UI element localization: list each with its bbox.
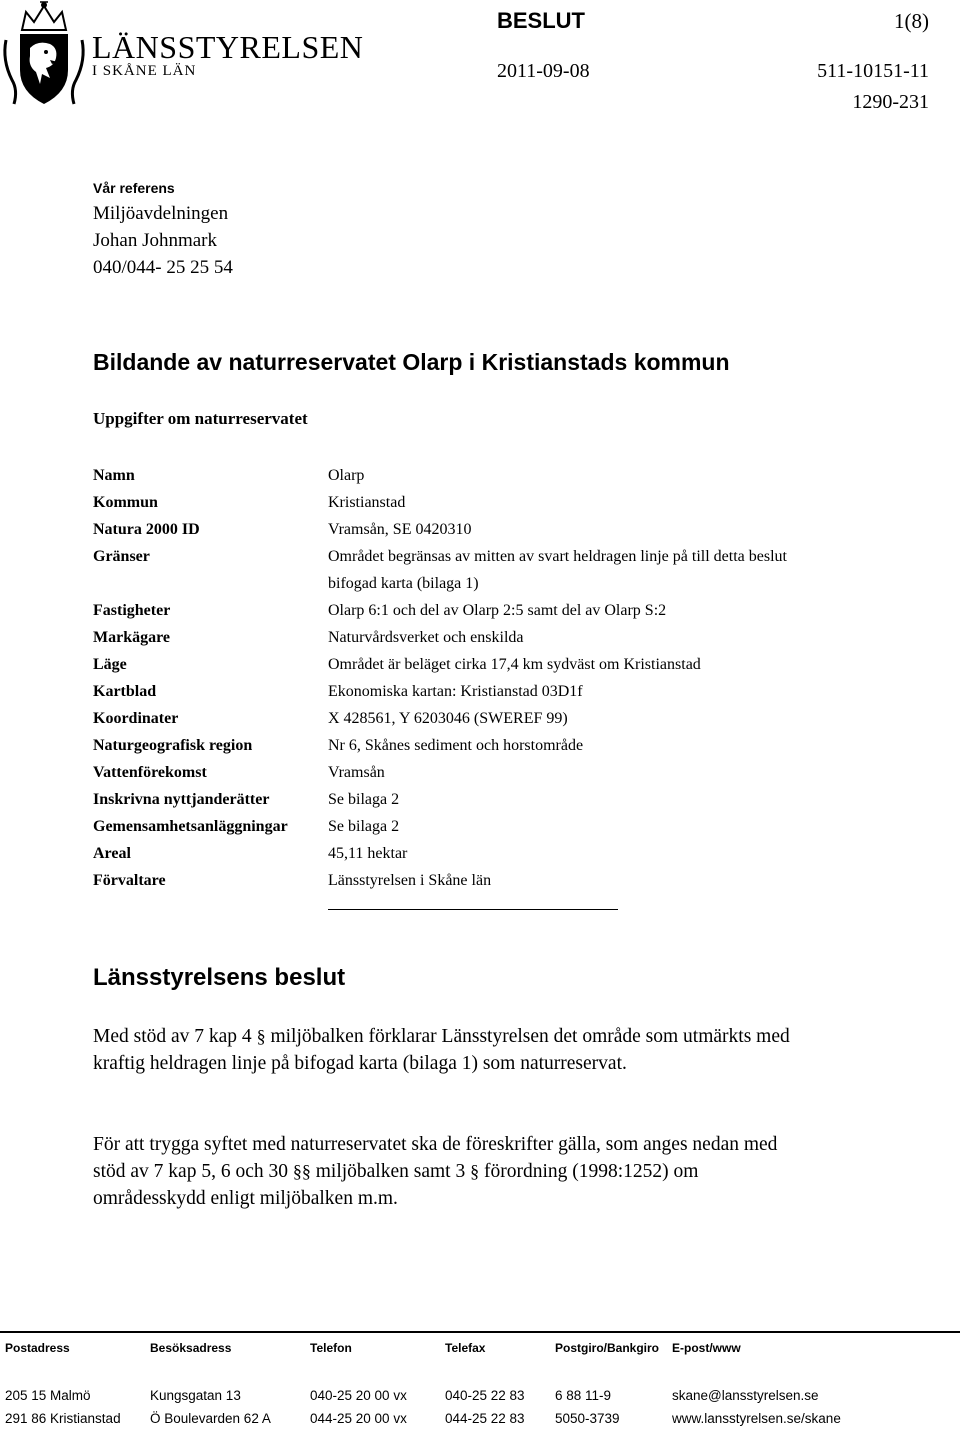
paragraph-text: Med stöd av 7 kap 4 — [93, 1026, 257, 1047]
footer-row-malmo — [5, 1388, 955, 1411]
fact-value: Nr 6, Skånes sediment och horstområde — [328, 737, 584, 754]
facts-heading: Uppgifter om naturreservatet — [93, 409, 308, 428]
footer-contact-table — [5, 1341, 955, 1434]
fact-row — [93, 759, 923, 786]
fact-label: Läge — [93, 656, 127, 673]
fact-value: Ekonomiska kartan: Kristianstad 03D1f — [328, 683, 583, 700]
fact-row — [93, 489, 923, 516]
fact-row — [93, 651, 923, 678]
reference-phone: 040/044- 25 25 54 — [93, 257, 233, 278]
footer-header: Postadress — [5, 1341, 70, 1355]
fact-row-continuation — [93, 570, 923, 597]
fact-value: Olarp — [328, 467, 365, 484]
fact-row — [93, 867, 923, 894]
reference-department: Miljöavdelningen — [93, 203, 229, 224]
section-sign: §§ — [292, 1161, 311, 1181]
registration-number-secondary: 1290-231 — [852, 91, 929, 113]
reserve-facts-table — [93, 462, 923, 894]
fact-label: Kartblad — [93, 683, 157, 700]
footer-row-kristianstad — [5, 1411, 955, 1434]
fact-value: Vramsån, SE 0420310 — [328, 521, 472, 538]
footer-cell: Ö Boulevarden 62 A — [150, 1411, 271, 1426]
footer-website-link[interactable]: www.lansstyrelsen.se/skane — [672, 1411, 841, 1426]
fact-value: 45,11 hektar — [328, 845, 408, 862]
fact-label: Koordinater — [93, 710, 179, 727]
decision-heading: Länsstyrelsens beslut — [93, 964, 346, 991]
fact-value: X 428561, Y 6203046 (SWEREF 99) — [328, 710, 568, 727]
fact-value: Länsstyrelsen i Skåne län — [328, 872, 492, 889]
fact-label: Areal — [93, 845, 131, 862]
fact-value: Se bilaga 2 — [328, 791, 400, 808]
document-type: BESLUT — [497, 8, 585, 33]
fact-label: Naturgeografisk region — [93, 737, 253, 754]
footer-header: Postgiro/Bankgiro — [555, 1341, 660, 1355]
fact-row — [93, 597, 923, 624]
paragraph-text: förordning (1998:1252) om områdesskydd enligt miljöbalken m.m. — [93, 1161, 699, 1209]
fact-row — [93, 705, 923, 732]
paragraph-text: miljöbalken samt 3 — [310, 1161, 471, 1182]
fact-value: Olarp 6:1 och del av Olarp 2:5 samt del av Olarp S:2 — [328, 602, 667, 619]
footer-cell: 040-25 22 83 — [445, 1388, 525, 1403]
fact-label: Förvaltare — [93, 872, 166, 889]
page-number: 1(8) — [894, 9, 929, 33]
fact-value: Naturvårdsverket och enskilda — [328, 629, 524, 646]
fact-value: Vramsån — [328, 764, 385, 781]
agency-region: I SKÅNE LÄN — [92, 63, 197, 79]
section-sign: § — [256, 1026, 266, 1046]
footer-cell: 044-25 20 00 vx — [310, 1411, 407, 1426]
fact-value: bifogad karta (bilaga 1) — [328, 575, 479, 592]
document-date: 2011-09-08 — [497, 60, 590, 82]
fact-label-empty — [93, 570, 328, 597]
reference-person: Johan Johnmark — [93, 230, 218, 251]
fact-label: Inskrivna nyttjanderätter — [93, 791, 270, 808]
fact-value: Se bilaga 2 — [328, 818, 400, 835]
fact-label: Natura 2000 ID — [93, 521, 200, 538]
fact-label: Fastigheter — [93, 602, 171, 619]
fact-value: Kristianstad — [328, 494, 406, 511]
fact-label: Namn — [93, 467, 135, 484]
agency-name: LÄNSSTYRELSEN — [92, 29, 364, 65]
fact-row — [93, 840, 923, 867]
footer-cell: 5050-3739 — [555, 1411, 620, 1426]
footer-header: Telefax — [445, 1341, 486, 1355]
footer-header: Besöksadress — [150, 1341, 232, 1355]
footer-cell: 040-25 20 00 vx — [310, 1388, 407, 1403]
paragraph-text: För att trygga syftet med naturreservatet ska de föreskrifter gälla, som anges nedan med stöd av 7 kap 5, 6 och 30 — [93, 1134, 778, 1182]
decision-paragraph-1 — [93, 1023, 793, 1077]
footer-header-row — [5, 1341, 955, 1364]
paragraph-text: miljöbalken förklarar Länsstyrelsen det område som utmärkts med kraftig heldragen linje på bifogad karta (bilaga 1) som naturreservat. — [93, 1026, 790, 1074]
footer-cell: 044-25 22 83 — [445, 1411, 525, 1426]
fact-label: Gränser — [93, 548, 150, 565]
reference-label: Vår referens — [93, 180, 175, 196]
footer-spacer — [5, 1364, 955, 1388]
fact-value: Området begränsas av mitten av svart heldragen linje på till detta beslut — [328, 548, 787, 565]
fact-row — [93, 543, 923, 570]
fact-label: Vattenförekomst — [93, 764, 207, 781]
fact-label: Gemensamhetsanläggningar — [93, 818, 288, 835]
registration-number: 511-10151-11 — [817, 60, 929, 82]
fact-row — [93, 732, 923, 759]
fact-row — [93, 678, 923, 705]
fact-row — [93, 516, 923, 543]
document-title: Bildande av naturreservatet Olarp i Kristianstads kommun — [93, 349, 730, 375]
footer-header: E-post/www — [672, 1341, 741, 1355]
section-sign: § — [470, 1161, 480, 1181]
lion-crest-icon — [0, 0, 88, 110]
fact-row — [93, 813, 923, 840]
fact-row — [93, 786, 923, 813]
fact-value: Området är beläget cirka 17,4 km sydväst om Kristianstad — [328, 656, 701, 673]
footer-email-link[interactable]: skane@lansstyrelsen.se — [672, 1388, 819, 1403]
footer-cell: 291 86 Kristianstad — [5, 1411, 121, 1426]
agency-logo — [0, 0, 364, 110]
footer-cell: 6 88 11-9 — [555, 1388, 612, 1403]
facts-divider — [328, 909, 618, 910]
footer-cell: 205 15 Malmö — [5, 1388, 91, 1403]
fact-row — [93, 624, 923, 651]
fact-label: Markägare — [93, 629, 171, 646]
footer-divider — [0, 1331, 960, 1333]
decision-paragraph-2 — [93, 1131, 793, 1212]
footer-cell: Kungsgatan 13 — [150, 1388, 241, 1403]
footer-header: Telefon — [310, 1341, 352, 1355]
fact-row — [93, 462, 923, 489]
fact-label: Kommun — [93, 494, 158, 511]
